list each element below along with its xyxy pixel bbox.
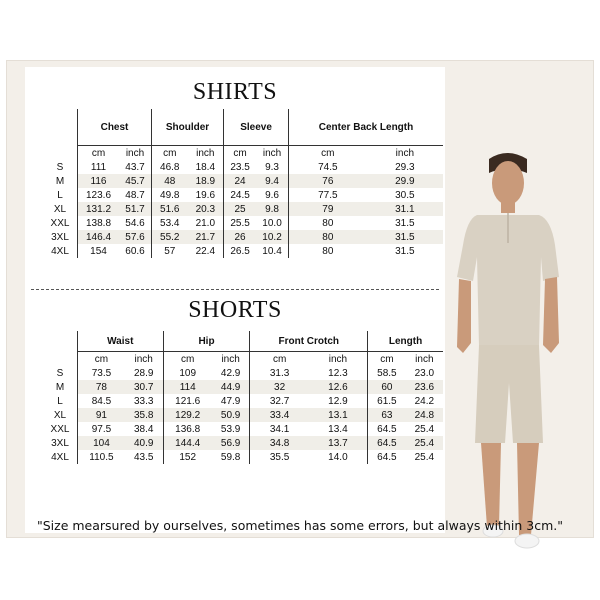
- table-cell: 20.3: [188, 202, 224, 216]
- size-label: XXL: [50, 217, 70, 229]
- table-cell: 13.1: [309, 408, 368, 422]
- unit-cm: cm: [78, 352, 125, 367]
- table-cell: 129.2: [163, 408, 212, 422]
- column-header: Length: [368, 331, 443, 352]
- table-cell: 21.0: [195, 217, 216, 229]
- table-cell: 57: [151, 244, 187, 258]
- table-cell: 30.5: [395, 189, 415, 201]
- table-cell: 50.9: [212, 408, 250, 422]
- table-cell: 51.7: [119, 202, 151, 216]
- table-cell: 24: [224, 174, 256, 188]
- unit-cm: cm: [78, 146, 120, 161]
- table-row: [43, 394, 443, 408]
- table-cell: 64.5: [368, 422, 406, 436]
- section-divider: [31, 289, 439, 290]
- model-right-shoe: [515, 534, 539, 548]
- table-cell: 31.1: [367, 202, 443, 216]
- table-cell: 13.4: [328, 423, 348, 435]
- table-cell: 10.4: [262, 245, 282, 257]
- table-cell: 32: [250, 380, 309, 394]
- unit-cm: cm: [163, 352, 212, 367]
- table-cell: 121.6: [163, 394, 212, 408]
- table-cell: 131.2: [78, 202, 120, 216]
- table-row: [43, 244, 443, 258]
- unit-inch: inch: [125, 352, 163, 367]
- table-cell: 48.7: [125, 189, 145, 201]
- size-label: XXL: [50, 423, 70, 435]
- model-head: [492, 161, 524, 205]
- table-cell: 18.9: [188, 174, 224, 188]
- size-label: 4XL: [51, 245, 69, 257]
- table-cell: 57.6: [119, 230, 151, 244]
- model-left-leg: [481, 443, 501, 527]
- column-header: Shoulder: [151, 109, 223, 146]
- table-cell: 34.1: [250, 422, 309, 436]
- size-label: L: [57, 189, 63, 201]
- shorts-table-body: [43, 366, 443, 464]
- table-cell: 31.5: [367, 230, 443, 244]
- model-neck: [501, 201, 515, 213]
- table-cell: 30.7: [125, 380, 163, 394]
- column-header: Waist: [78, 331, 164, 352]
- table-cell: 74.5: [289, 160, 367, 174]
- table-cell: 23.0: [414, 367, 435, 379]
- table-cell: 32.7: [250, 394, 309, 408]
- unit-inch: inch: [188, 146, 224, 161]
- size-chart-panel: [25, 67, 445, 533]
- table-cell: 64.5: [368, 450, 406, 464]
- table-cell: 12.6: [309, 380, 368, 394]
- table-cell: 29.9: [367, 174, 443, 188]
- shirts-size-table: [43, 109, 443, 258]
- table-cell: 138.8: [78, 216, 120, 230]
- table-cell: 25.5: [224, 216, 256, 230]
- table-cell: 19.6: [195, 189, 216, 201]
- table-cell: 80: [289, 244, 367, 258]
- size-label: S: [56, 367, 64, 379]
- table-row: [43, 450, 443, 464]
- table-cell: 49.8: [151, 188, 187, 202]
- table-cell: 80: [289, 216, 367, 230]
- unit-inch: inch: [119, 146, 151, 161]
- table-cell: 79: [289, 202, 367, 216]
- table-cell: 109: [163, 366, 212, 380]
- table-cell: 35.5: [250, 450, 309, 464]
- table-cell: 9.4: [256, 174, 288, 188]
- table-cell: 46.8: [151, 160, 187, 174]
- table-cell: 47.9: [220, 395, 241, 407]
- table-cell: 116: [78, 174, 120, 188]
- size-label: XL: [53, 409, 67, 421]
- table-row: [43, 422, 443, 436]
- table-cell: 24.5: [224, 188, 256, 202]
- shirts-table-body: [43, 160, 443, 258]
- table-row: [43, 216, 443, 230]
- table-cell: 114: [163, 380, 212, 394]
- unit-cm: cm: [151, 146, 187, 161]
- table-cell: 24.2: [414, 395, 435, 407]
- table-cell: 12.3: [328, 367, 348, 379]
- table-cell: 80: [289, 230, 367, 244]
- table-cell: 60.6: [125, 245, 145, 257]
- table-cell: 97.5: [78, 422, 125, 436]
- table-cell: 110.5: [78, 450, 125, 464]
- table-cell: 76: [289, 174, 367, 188]
- table-corner: [43, 109, 78, 146]
- size-label: S: [56, 161, 64, 173]
- measurement-note: "Size mearsured by ourselves, sometimes has some errors, but always within 3cm.": [37, 518, 563, 533]
- shirts-title: SHIRTS: [192, 79, 278, 105]
- unit-inch: inch: [256, 146, 288, 161]
- table-cell: 53.4: [151, 216, 187, 230]
- table-row: [43, 174, 443, 188]
- model-left-arm: [457, 279, 471, 353]
- table-cell: 55.2: [151, 230, 187, 244]
- table-cell: 42.9: [220, 367, 241, 379]
- table-cell: 63: [368, 408, 406, 422]
- unit-cm: cm: [224, 146, 256, 161]
- unit-inch: inch: [406, 352, 443, 367]
- table-cell: 38.4: [133, 423, 154, 435]
- table-row: [43, 160, 443, 174]
- table-row: [43, 436, 443, 450]
- table-cell: 53.9: [220, 423, 241, 435]
- unit-cm: cm: [289, 146, 367, 161]
- table-cell: 33.3: [133, 395, 154, 407]
- table-cell: 10.0: [262, 217, 282, 229]
- table-cell: 23.6: [406, 380, 443, 394]
- table-row: [43, 188, 443, 202]
- table-cell: 31.3: [250, 366, 309, 380]
- table-cell: 58.5: [368, 366, 406, 380]
- unit-inch: inch: [212, 352, 250, 367]
- table-corner: [43, 331, 78, 352]
- unit-inch: inch: [309, 352, 368, 367]
- table-cell: 104: [78, 436, 125, 450]
- table-cell: 64.5: [368, 436, 406, 450]
- size-chart-frame: [6, 60, 594, 538]
- table-cell: 29.3: [395, 161, 415, 173]
- size-label: 3XL: [51, 437, 69, 449]
- table-cell: 43.5: [133, 451, 154, 463]
- table-cell: 60: [368, 380, 406, 394]
- table-cell: 152: [163, 450, 212, 464]
- shorts-size-table: [43, 331, 443, 464]
- table-cell: 44.9: [212, 380, 250, 394]
- table-cell: 48: [151, 174, 187, 188]
- table-cell: 21.7: [188, 230, 224, 244]
- table-cell: 28.9: [133, 367, 154, 379]
- table-cell: 31.5: [395, 245, 415, 257]
- table-cell: 24.8: [406, 408, 443, 422]
- table-cell: 40.9: [125, 436, 163, 450]
- table-cell: 59.8: [220, 451, 241, 463]
- table-cell: 33.4: [250, 408, 309, 422]
- table-cell: 111: [78, 160, 120, 174]
- size-label: XL: [53, 203, 67, 215]
- size-label: M: [55, 381, 65, 393]
- table-cell: 91: [78, 408, 125, 422]
- table-cell: 54.6: [125, 217, 145, 229]
- unit-cm: cm: [368, 352, 406, 367]
- table-row: [43, 202, 443, 216]
- table-cell: 22.4: [195, 245, 216, 257]
- table-cell: 9.3: [265, 161, 279, 173]
- size-label: M: [55, 175, 65, 187]
- table-cell: 34.8: [250, 436, 309, 450]
- table-cell: 146.4: [78, 230, 120, 244]
- table-cell: 9.8: [256, 202, 288, 216]
- unit-inch: inch: [367, 146, 443, 161]
- table-row: [43, 230, 443, 244]
- table-cell: 31.5: [395, 217, 415, 229]
- column-header: Hip: [163, 331, 250, 352]
- table-cell: 18.4: [195, 161, 216, 173]
- table-cell: 84.5: [78, 394, 125, 408]
- size-label: 4XL: [51, 451, 69, 463]
- table-cell: 9.6: [265, 189, 279, 201]
- table-cell: 56.9: [212, 436, 250, 450]
- table-cell: 51.6: [151, 202, 187, 216]
- table-row: [43, 380, 443, 394]
- table-row: [43, 408, 443, 422]
- table-cell: 45.7: [119, 174, 151, 188]
- table-cell: 26.5: [224, 244, 256, 258]
- column-header: Front Crotch: [250, 331, 368, 352]
- table-cell: 154: [78, 244, 120, 258]
- table-cell: 123.6: [78, 188, 120, 202]
- table-cell: 26: [224, 230, 256, 244]
- column-header: Center Back Length: [289, 109, 443, 146]
- table-cell: 144.4: [163, 436, 212, 450]
- table-cell: 25.4: [406, 436, 443, 450]
- table-cell: 12.9: [328, 395, 348, 407]
- table-cell: 25.4: [414, 451, 435, 463]
- table-cell: 61.5: [368, 394, 406, 408]
- model-photo: [447, 147, 567, 567]
- table-cell: 77.5: [289, 188, 367, 202]
- table-cell: 10.2: [256, 230, 288, 244]
- shorts-title: SHORTS: [188, 297, 282, 323]
- model-right-arm: [543, 277, 559, 353]
- table-cell: 136.8: [163, 422, 212, 436]
- column-header: Chest: [78, 109, 152, 146]
- table-cell: 73.5: [78, 366, 125, 380]
- table-cell: 25: [224, 202, 256, 216]
- table-row: [43, 366, 443, 380]
- table-cell: 14.0: [328, 451, 348, 463]
- model-shorts: [475, 345, 543, 443]
- column-header: Sleeve: [224, 109, 289, 146]
- table-cell: 13.7: [309, 436, 368, 450]
- size-label: L: [57, 395, 63, 407]
- unit-cm: cm: [250, 352, 309, 367]
- table-cell: 25.4: [414, 423, 435, 435]
- table-cell: 35.8: [125, 408, 163, 422]
- table-cell: 78: [78, 380, 125, 394]
- table-cell: 43.7: [125, 161, 145, 173]
- size-label: 3XL: [51, 231, 69, 243]
- table-cell: 23.5: [224, 160, 256, 174]
